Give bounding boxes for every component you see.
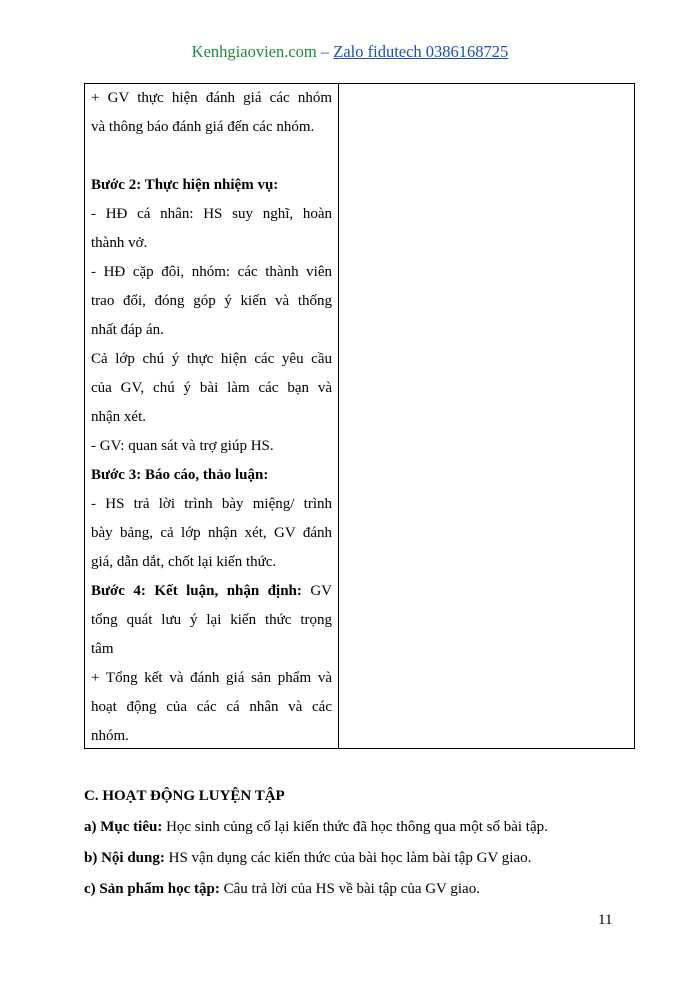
section-item-label: a) Mục tiêu: (84, 819, 163, 835)
table-line: của GV, chú ý bài làm các bạn và (91, 380, 332, 396)
table-line: tổng quát lưu ý lại kiến thức trọng (91, 612, 332, 628)
step-3-heading: Bước 3: Báo cáo, thảo luận: (91, 467, 269, 483)
table-line: thành vở. (91, 235, 148, 251)
step-4-line (91, 577, 332, 606)
empty-table-cell (339, 84, 634, 748)
page-number: 11 (598, 912, 613, 928)
step-4-text: GV (301, 583, 332, 599)
step-4-heading: Bước 4: Kết luận, nhận định: (91, 583, 302, 599)
section-item-label: c) Sản phẩm học tập: (84, 881, 220, 897)
table-line: tâm (91, 641, 114, 657)
step-2-heading: Bước 2: Thực hiện nhiệm vụ: (91, 177, 279, 193)
section-item-text: Câu trả lời của HS về bài tập của GV giao. (219, 881, 480, 897)
zalo-contact-link[interactable]: Zalo fidutech 0386168725 (333, 42, 509, 61)
table-line: - HĐ cặp đôi, nhóm: các thành viên (91, 264, 332, 280)
section-item (84, 848, 644, 868)
table-line: - HS trả lời trình bày miệng/ trình (91, 496, 332, 512)
section-heading: C. HOẠT ĐỘNG LUYỆN TẬP (84, 788, 285, 804)
table-line: trao đổi, đóng góp ý kiến và thống (91, 293, 332, 309)
section-item-text: HS vận dụng các kiến thức của bài học làm bài tập GV giao. (164, 850, 532, 866)
table-line: nhận xét. (91, 409, 146, 425)
table-line: - GV: quan sát và trợ giúp HS. (91, 438, 274, 454)
page-header (0, 42, 700, 62)
blank-line (91, 142, 332, 171)
table-line: và thông báo đánh giá đến các nhóm. (91, 119, 315, 135)
table-line: giá, dẫn dắt, chốt lại kiến thức. (91, 554, 277, 570)
section-item-label: b) Nội dung: (84, 850, 165, 866)
section-item-text: Học sinh củng cố lại kiến thức đã học thông qua một số bài tập. (162, 819, 548, 835)
table-line: + GV thực hiện đánh giá các nhóm (91, 90, 332, 106)
table-line: - HĐ cá nhân: HS suy nghĩ, hoàn (91, 206, 332, 222)
header-separator: – (316, 42, 334, 61)
site-name: Kenhgiaovien.com (191, 42, 317, 61)
table-line: bày bảng, cả lớp nhận xét, GV đánh (91, 525, 332, 541)
table-line: nhóm. (91, 728, 129, 744)
section-item (84, 817, 644, 837)
table-line: nhất đáp án. (91, 322, 164, 338)
table-line: + Tổng kết và đánh giá sản phẩm và (91, 670, 332, 686)
activity-table (84, 83, 635, 749)
section-item (84, 879, 644, 899)
table-line: Cả lớp chú ý thực hiện các yêu cầu (91, 351, 332, 367)
teacher-student-activity-cell (85, 84, 339, 748)
table-line: hoạt động của các cá nhân và các (91, 699, 332, 715)
